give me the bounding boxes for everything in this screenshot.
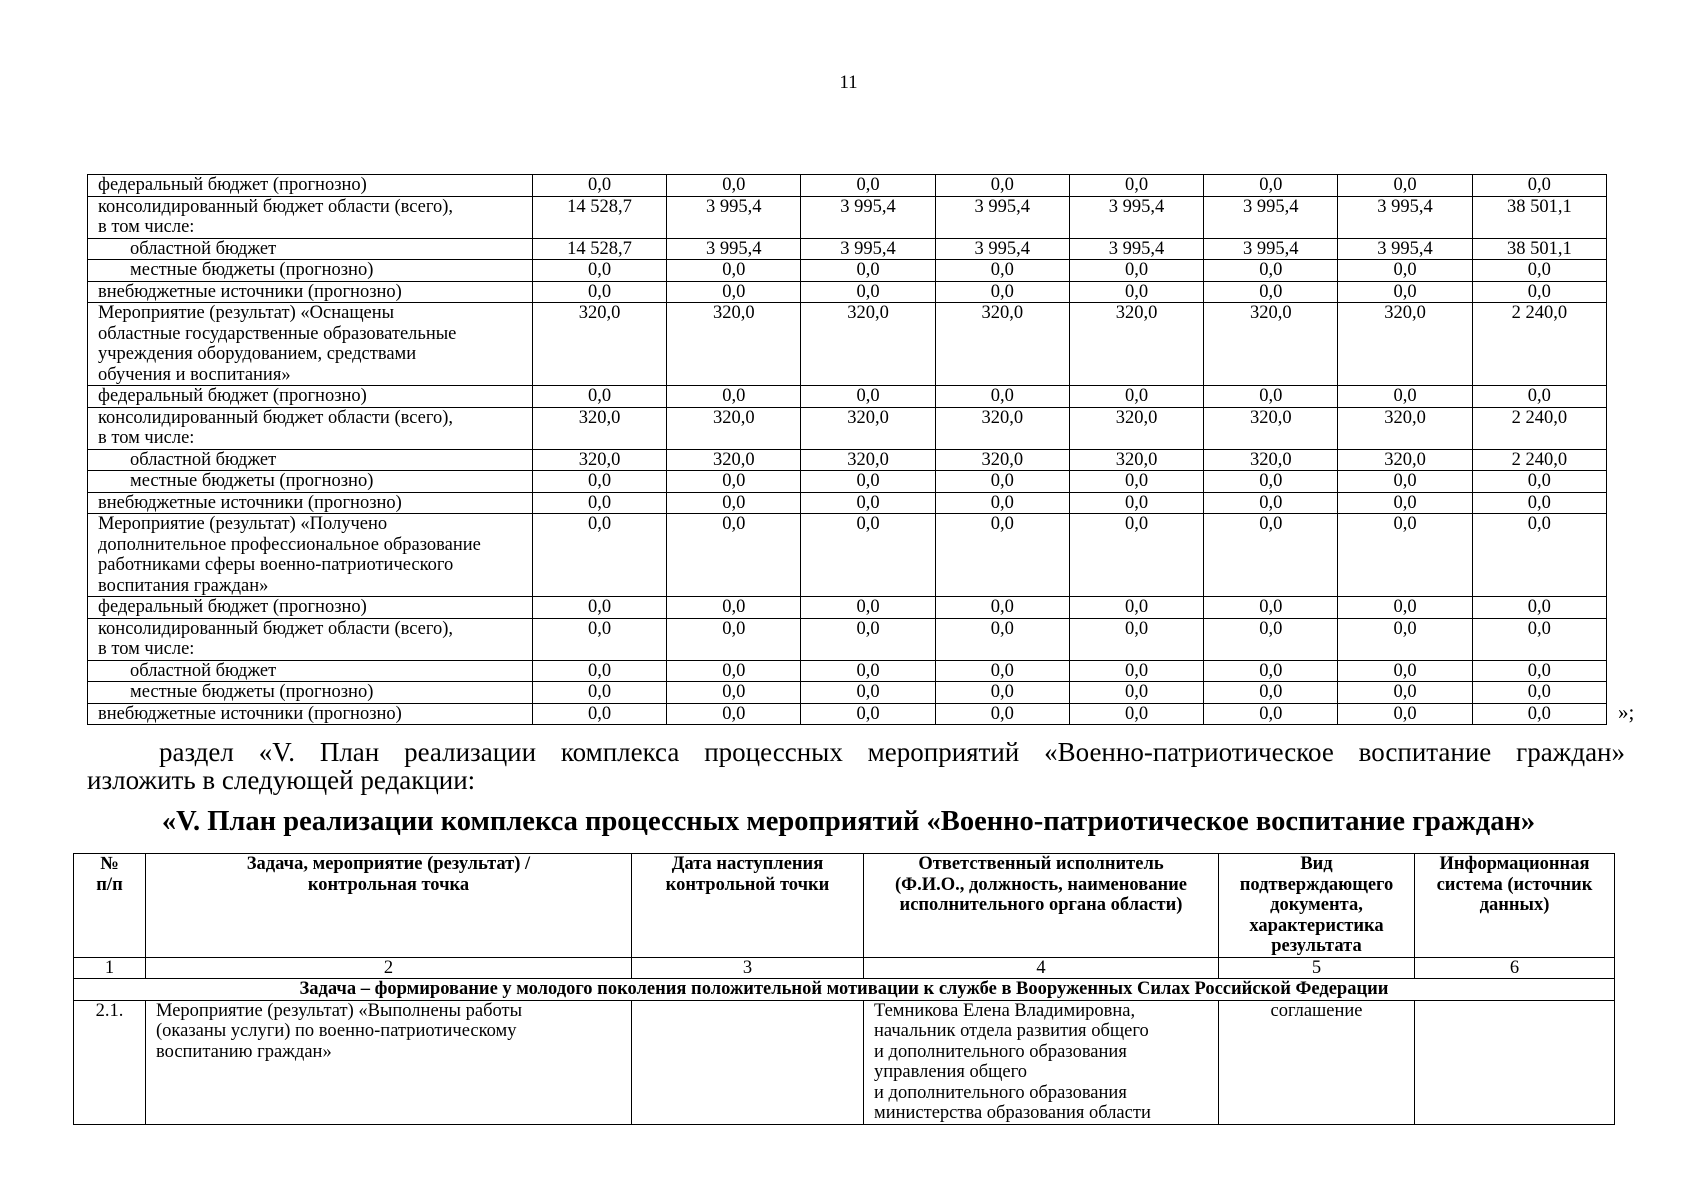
budget-row-label: местные бюджеты (прогнозно) (88, 471, 533, 493)
budget-value-cell: 3 995,4 (1204, 196, 1338, 238)
budget-row-label: федеральный бюджет (прогнозно) (88, 597, 533, 619)
instruction-line-2: изложить в следующей редакции: (87, 765, 476, 795)
budget-row (88, 303, 1607, 386)
closing-quote-mark: »; (1618, 700, 1635, 724)
budget-value-cell: 3 995,4 (1338, 238, 1472, 260)
budget-value-cell: 0,0 (1204, 660, 1338, 682)
budget-row (88, 175, 1607, 197)
budget-value-cell: 0,0 (667, 597, 801, 619)
plan-row-system (1415, 1000, 1615, 1124)
budget-value-cell: 0,0 (935, 514, 1069, 597)
budget-value-cell: 320,0 (1204, 303, 1338, 386)
budget-value-cell: 0,0 (935, 471, 1069, 493)
budget-value-cell: 0,0 (1338, 703, 1472, 725)
budget-value-cell: 0,0 (1204, 386, 1338, 408)
budget-value-cell: 0,0 (1472, 471, 1606, 493)
budget-row-label: местные бюджеты (прогнозно) (88, 260, 533, 282)
budget-value-cell: 320,0 (1069, 449, 1203, 471)
budget-row (88, 196, 1607, 238)
plan-column-header: № п/п (74, 854, 146, 958)
instruction-line-1: раздел «V. План реализации комплекса процессных мероприятий «Военно-патриотическое воспитание граждан» (159, 737, 1625, 767)
budget-value-cell: 0,0 (1204, 618, 1338, 660)
plan-column-number: 6 (1415, 957, 1615, 979)
budget-value-cell: 0,0 (1204, 281, 1338, 303)
budget-value-cell: 0,0 (935, 597, 1069, 619)
budget-value-cell: 0,0 (1338, 492, 1472, 514)
budget-value-cell: 0,0 (1069, 386, 1203, 408)
budget-value-cell: 0,0 (1069, 492, 1203, 514)
budget-value-cell: 0,0 (1204, 471, 1338, 493)
budget-value-cell: 0,0 (1472, 618, 1606, 660)
budget-value-cell: 0,0 (801, 260, 935, 282)
budget-table (87, 174, 1607, 725)
page-number: 11 (839, 72, 858, 93)
budget-value-cell: 0,0 (532, 386, 666, 408)
plan-row (74, 1000, 1615, 1124)
budget-value-cell: 320,0 (1204, 449, 1338, 471)
budget-row-label: внебюджетные источники (прогнозно) (88, 281, 533, 303)
plan-row-executor: Темникова Елена Владимировна, начальник отдела развития общего и дополнительного образования управления общего и дополнительного образования министерства образования области (864, 1000, 1219, 1124)
budget-value-cell: 0,0 (801, 281, 935, 303)
budget-value-cell: 0,0 (532, 618, 666, 660)
budget-value-cell: 0,0 (935, 175, 1069, 197)
budget-value-cell: 0,0 (801, 175, 935, 197)
budget-value-cell: 0,0 (1472, 492, 1606, 514)
budget-value-cell: 0,0 (667, 618, 801, 660)
plan-row-document: соглашение (1219, 1000, 1415, 1124)
plan-task-row (74, 979, 1615, 1001)
budget-value-cell: 0,0 (1338, 260, 1472, 282)
budget-value-cell: 320,0 (801, 449, 935, 471)
budget-row (88, 471, 1607, 493)
budget-row (88, 238, 1607, 260)
budget-value-cell: 0,0 (1338, 597, 1472, 619)
budget-value-cell: 0,0 (1204, 514, 1338, 597)
budget-value-cell: 0,0 (1338, 281, 1472, 303)
budget-value-cell: 0,0 (1069, 682, 1203, 704)
budget-row (88, 449, 1607, 471)
budget-row (88, 597, 1607, 619)
budget-value-cell: 0,0 (1472, 682, 1606, 704)
budget-value-cell: 0,0 (532, 492, 666, 514)
instruction-paragraph (87, 738, 1625, 794)
budget-value-cell: 3 995,4 (935, 196, 1069, 238)
budget-value-cell: 0,0 (1204, 703, 1338, 725)
section-title: «V. План реализации комплекса процессных мероприятий «Военно-патриотическое воспитание граждан» (161, 806, 1536, 837)
budget-value-cell: 320,0 (667, 449, 801, 471)
budget-value-cell: 0,0 (667, 260, 801, 282)
budget-value-cell: 0,0 (532, 514, 666, 597)
budget-value-cell: 0,0 (1069, 660, 1203, 682)
budget-value-cell: 320,0 (1069, 407, 1203, 449)
budget-value-cell: 0,0 (935, 281, 1069, 303)
budget-value-cell: 3 995,4 (1069, 196, 1203, 238)
budget-row-label: Мероприятие (результат) «Получено дополнительное профессиональное образование работниками сферы военно-патриотического воспитания граждан» (88, 514, 533, 597)
budget-row (88, 281, 1607, 303)
budget-value-cell: 3 995,4 (1338, 196, 1472, 238)
budget-value-cell: 0,0 (801, 597, 935, 619)
budget-value-cell: 0,0 (1472, 281, 1606, 303)
budget-value-cell: 0,0 (1338, 175, 1472, 197)
budget-value-cell: 0,0 (667, 682, 801, 704)
budget-value-cell: 2 240,0 (1472, 303, 1606, 386)
budget-value-cell: 0,0 (1472, 386, 1606, 408)
budget-value-cell: 0,0 (1338, 386, 1472, 408)
plan-column-number: 2 (146, 957, 632, 979)
plan-column-header: Задача, мероприятие (результат) / контрольная точка (146, 854, 632, 958)
budget-value-cell: 0,0 (667, 703, 801, 725)
budget-value-cell: 0,0 (1204, 260, 1338, 282)
budget-row (88, 260, 1607, 282)
budget-row (88, 386, 1607, 408)
budget-value-cell: 0,0 (1204, 175, 1338, 197)
budget-row-label: областной бюджет (88, 660, 533, 682)
budget-value-cell: 0,0 (935, 492, 1069, 514)
budget-row (88, 407, 1607, 449)
budget-value-cell: 0,0 (935, 260, 1069, 282)
budget-value-cell: 3 995,4 (667, 238, 801, 260)
budget-value-cell: 320,0 (935, 407, 1069, 449)
budget-value-cell: 0,0 (532, 471, 666, 493)
budget-value-cell: 0,0 (1069, 471, 1203, 493)
budget-value-cell: 0,0 (801, 471, 935, 493)
budget-value-cell: 0,0 (801, 514, 935, 597)
budget-value-cell: 0,0 (801, 660, 935, 682)
budget-row-label: внебюджетные источники (прогнозно) (88, 703, 533, 725)
budget-value-cell: 38 501,1 (1472, 196, 1606, 238)
plan-column-header: Ответственный исполнитель (Ф.И.О., должность, наименование исполнительного органа области) (864, 854, 1219, 958)
budget-value-cell: 0,0 (1472, 260, 1606, 282)
budget-value-cell: 3 995,4 (1069, 238, 1203, 260)
budget-row-label: внебюджетные источники (прогнозно) (88, 492, 533, 514)
budget-value-cell: 0,0 (667, 471, 801, 493)
plan-column-number: 4 (864, 957, 1219, 979)
budget-value-cell: 320,0 (667, 303, 801, 386)
budget-value-cell: 0,0 (801, 492, 935, 514)
budget-value-cell: 0,0 (935, 660, 1069, 682)
budget-value-cell: 320,0 (1204, 407, 1338, 449)
plan-column-number: 5 (1219, 957, 1415, 979)
budget-value-cell: 2 240,0 (1472, 407, 1606, 449)
budget-value-cell: 0,0 (1338, 618, 1472, 660)
budget-value-cell: 2 240,0 (1472, 449, 1606, 471)
budget-row-label: Мероприятие (результат) «Оснащены областные государственные образовательные учреждения оборудованием, средствами обучения и воспитания» (88, 303, 533, 386)
budget-row (88, 514, 1607, 597)
budget-value-cell: 0,0 (1069, 260, 1203, 282)
budget-value-cell: 0,0 (532, 281, 666, 303)
budget-value-cell: 0,0 (801, 703, 935, 725)
budget-value-cell: 0,0 (1472, 703, 1606, 725)
budget-value-cell: 0,0 (1472, 660, 1606, 682)
budget-value-cell: 0,0 (1069, 618, 1203, 660)
plan-row-number: 2.1. (74, 1000, 146, 1124)
plan-column-header: Дата наступления контрольной точки (632, 854, 864, 958)
budget-value-cell: 0,0 (667, 492, 801, 514)
budget-value-cell: 3 995,4 (801, 196, 935, 238)
plan-row-date (632, 1000, 864, 1124)
budget-row-label: консолидированный бюджет области (всего), в том числе: (88, 196, 533, 238)
budget-value-cell: 320,0 (801, 407, 935, 449)
budget-row-label: федеральный бюджет (прогнозно) (88, 386, 533, 408)
budget-value-cell: 0,0 (667, 660, 801, 682)
budget-value-cell: 320,0 (1338, 407, 1472, 449)
plan-column-number-row (74, 957, 1615, 979)
budget-value-cell: 0,0 (532, 703, 666, 725)
budget-value-cell: 0,0 (1069, 175, 1203, 197)
plan-row-event: Мероприятие (результат) «Выполнены работы (оказаны услуги) по военно-патриотическому воспитанию граждан» (146, 1000, 632, 1124)
budget-value-cell: 0,0 (667, 514, 801, 597)
budget-value-cell: 0,0 (1472, 597, 1606, 619)
budget-value-cell: 0,0 (1204, 682, 1338, 704)
plan-header-row (74, 854, 1615, 958)
budget-value-cell: 0,0 (1204, 492, 1338, 514)
budget-value-cell: 38 501,1 (1472, 238, 1606, 260)
budget-row-label: консолидированный бюджет области (всего), в том числе: (88, 618, 533, 660)
budget-row (88, 703, 1607, 725)
budget-value-cell: 0,0 (1338, 471, 1472, 493)
budget-row (88, 660, 1607, 682)
budget-value-cell: 0,0 (801, 386, 935, 408)
budget-value-cell: 0,0 (1338, 660, 1472, 682)
budget-row (88, 492, 1607, 514)
budget-value-cell: 3 995,4 (935, 238, 1069, 260)
budget-value-cell: 0,0 (667, 175, 801, 197)
budget-value-cell: 320,0 (532, 303, 666, 386)
budget-value-cell: 0,0 (935, 386, 1069, 408)
budget-value-cell: 0,0 (801, 618, 935, 660)
budget-row-label: областной бюджет (88, 449, 533, 471)
budget-value-cell: 0,0 (801, 682, 935, 704)
budget-value-cell: 0,0 (1069, 281, 1203, 303)
budget-row-label: областной бюджет (88, 238, 533, 260)
budget-value-cell: 3 995,4 (1204, 238, 1338, 260)
budget-row-label: консолидированный бюджет области (всего), в том числе: (88, 407, 533, 449)
plan-column-header: Информационная система (источник данных) (1415, 854, 1615, 958)
budget-value-cell: 0,0 (935, 703, 1069, 725)
plan-column-number: 3 (632, 957, 864, 979)
budget-value-cell: 0,0 (532, 660, 666, 682)
budget-value-cell: 320,0 (532, 407, 666, 449)
budget-value-cell: 320,0 (1338, 449, 1472, 471)
budget-value-cell: 14 528,7 (532, 238, 666, 260)
budget-value-cell: 0,0 (667, 281, 801, 303)
budget-value-cell: 0,0 (1069, 597, 1203, 619)
budget-row (88, 682, 1607, 704)
budget-value-cell: 0,0 (532, 682, 666, 704)
budget-value-cell: 0,0 (935, 682, 1069, 704)
budget-value-cell: 0,0 (1472, 514, 1606, 597)
plan-table (73, 853, 1615, 1125)
budget-value-cell: 0,0 (1069, 514, 1203, 597)
budget-row (88, 618, 1607, 660)
budget-value-cell: 0,0 (667, 386, 801, 408)
budget-value-cell: 0,0 (935, 618, 1069, 660)
budget-value-cell: 0,0 (1338, 514, 1472, 597)
budget-row-label: местные бюджеты (прогнозно) (88, 682, 533, 704)
budget-row-label: федеральный бюджет (прогнозно) (88, 175, 533, 197)
budget-value-cell: 320,0 (1338, 303, 1472, 386)
budget-value-cell: 320,0 (532, 449, 666, 471)
budget-value-cell: 0,0 (532, 597, 666, 619)
budget-value-cell: 0,0 (1338, 682, 1472, 704)
task-cell: Задача – формирование у молодого поколения положительной мотивации к службе в Вооруженных Силах Российской Федерации (74, 979, 1615, 1001)
plan-column-header: Вид подтверждающего документа, характеристика результата (1219, 854, 1415, 958)
budget-value-cell: 0,0 (1069, 703, 1203, 725)
budget-value-cell: 320,0 (935, 449, 1069, 471)
budget-value-cell: 0,0 (1472, 175, 1606, 197)
budget-value-cell: 0,0 (1204, 597, 1338, 619)
budget-value-cell: 320,0 (935, 303, 1069, 386)
budget-value-cell: 320,0 (667, 407, 801, 449)
budget-value-cell: 320,0 (801, 303, 935, 386)
budget-value-cell: 3 995,4 (667, 196, 801, 238)
budget-value-cell: 3 995,4 (801, 238, 935, 260)
plan-column-number: 1 (74, 957, 146, 979)
budget-value-cell: 0,0 (532, 260, 666, 282)
budget-value-cell: 0,0 (532, 175, 666, 197)
budget-value-cell: 320,0 (1069, 303, 1203, 386)
budget-value-cell: 14 528,7 (532, 196, 666, 238)
